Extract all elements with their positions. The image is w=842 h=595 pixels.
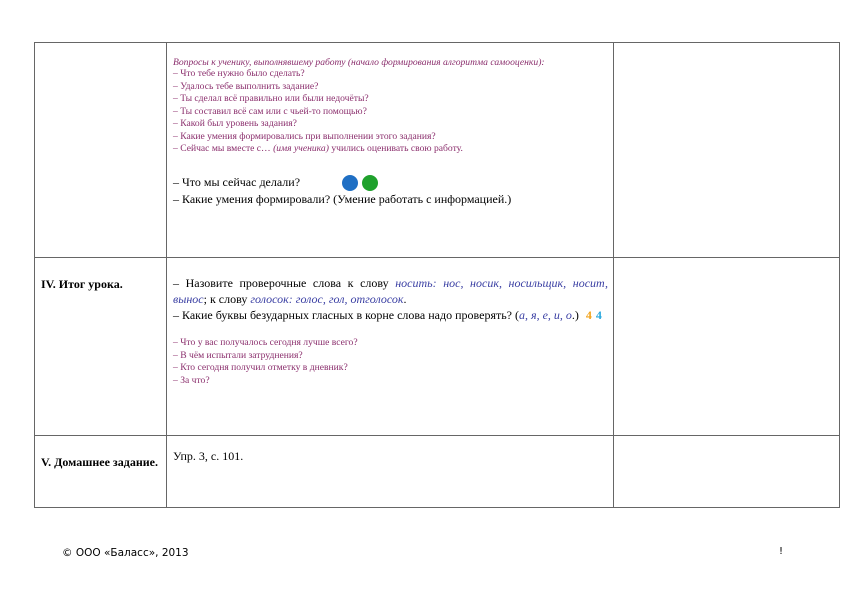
question-2: – Удалось тебе выполнить задание? [173, 80, 319, 92]
table-row [35, 436, 840, 508]
question-6: – Какие умения формировались при выполнении этого задания? [173, 130, 436, 142]
mark-orange: 4 [585, 308, 592, 322]
stage-cell: V. Домашнее задание. [35, 436, 167, 508]
intro-text: Вопросы к ученику, выполнявшему работу (начало формирования алгоритма самооценки): [173, 57, 545, 68]
stage-cell: IV. Итог урока. [35, 258, 167, 436]
content-cell [167, 43, 614, 258]
copyright-footer: © ООО «Баласс», 2013 [62, 547, 189, 559]
notes-cell [614, 258, 840, 436]
question-7: – Сейчас мы вместе с… (имя ученика) учились оценивать свою работу. [173, 143, 463, 154]
blue-circle-icon [342, 175, 358, 191]
question-4: – Ты составил всё сам или с чьей-то помощью? [173, 105, 367, 117]
main-question-1: – Что мы сейчас делали? [173, 174, 608, 191]
homework-text: Упр. 3, с. 101. [173, 449, 244, 463]
task-vowels: – Какие буквы безударных гласных в корне слова надо проверять? (а, я, е, и, о.) 4 4 [173, 308, 602, 322]
table-row [35, 43, 840, 258]
reflection-question-2: – В чём испытали затруднения? [173, 349, 303, 361]
content-cell [167, 436, 614, 508]
task-check-words: – Назовите проверочные слова к слову носить: нос, носик, носильщик, носит, вынос; к слову голосок: голос, гол, отголосок. [173, 276, 608, 306]
main-question-2: – Какие умения формировали? (Умение работать с информацией.) [173, 191, 512, 206]
mark-cyan: 4 [595, 308, 602, 322]
reflection-question-3: – Кто сегодня получил отметку в дневник? [173, 362, 348, 373]
reflection-question-1: – Что у вас получалось сегодня лучше всего? [173, 337, 358, 348]
notes-cell [614, 436, 840, 508]
page-number: ! [779, 546, 784, 557]
notes-cell [614, 43, 840, 258]
question-1: – Что тебе нужно было сделать? [173, 68, 305, 79]
lesson-table [34, 42, 840, 508]
question-3: – Ты сделал всё правильно или были недочёты? [173, 93, 369, 104]
green-circle-icon [362, 175, 378, 191]
reflection-question-4: – За что? [173, 374, 210, 386]
table-row [35, 258, 840, 436]
question-5: – Какой был уровень задания? [173, 118, 297, 129]
stage-cell [35, 43, 167, 258]
content-cell [167, 258, 614, 436]
